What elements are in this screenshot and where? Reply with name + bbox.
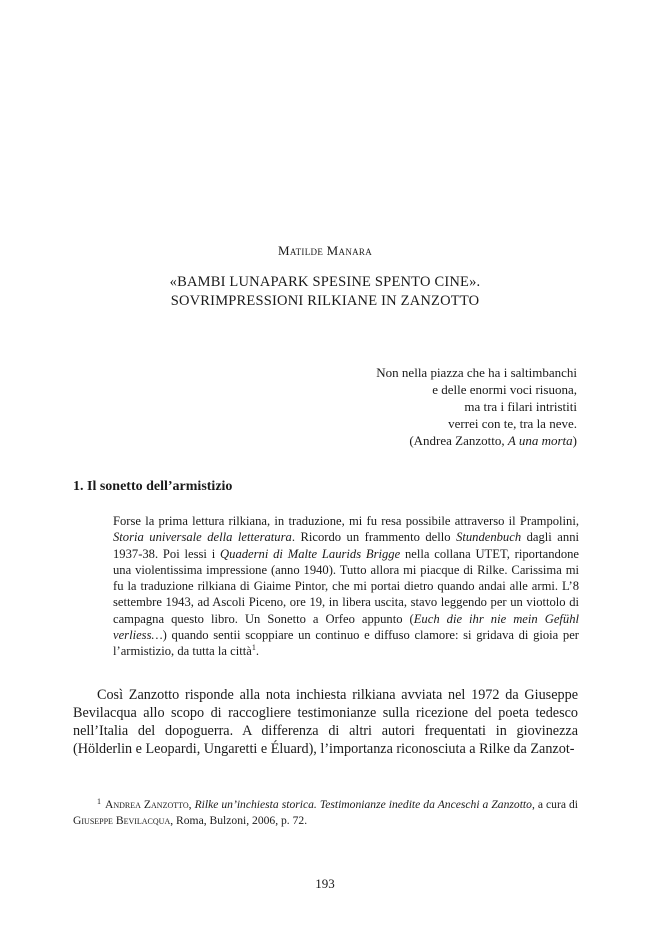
footnote [73, 794, 578, 828]
epigraph-line: verrei con te, tra la neve. [448, 416, 577, 431]
body-text [73, 686, 578, 758]
epigraph-line: Non nella piazza che ha i saltimbanchi [376, 365, 577, 380]
section-heading: 1. Il sonetto dell’armistizio [73, 479, 233, 494]
quote-paragraph: Forse la prima lettura rilkiana, in traduzione, mi fu resa possibile attraverso il Prampolini, Storia universale della letteratura. Ricordo un frammento dello Stundenbuch dagli anni 1937-38. Poi lessi i Quaderni di Malte Laurids Brigge nella collana UTET, riportandone una violentissima impressione (anno 1940). Tutto allora mi piacque di Rilke. Carissima mi fu la traduzione rilkiana di Giaime Pintor, che mi portai dietro quando andai alle armi. L’8 settembre 1943, ad Ascoli Piceno, ore 19, in libera uscita, stavo leggendo per un viottolo di campagna questo libro. Un Sonetto a Orfeo appunto (Euch die ihr nie mein Gefühl verliess…) quando sentii scoppiare un continuo e diffuso clamore: si gridava di gioia per l’armistizio, da tutta la città$^1$. [113, 514, 580, 659]
epigraph-source: (Andrea Zanzotto, A una morta) [409, 433, 577, 448]
body-paragraph: Così Zanzotto risponde alla nota inchiesta rilkiana avviata nel 1972 da Giuseppe Bevilacqua allo scopo di raccogliere testimonianze sulla ricezione del poeta tedesco nell’Italia del dopoguerra. A differenza di altri autori frequentati in giovinezza (Hölderlin e Leopardi, Ungaretti e Éluard), l’importanza riconosciuta a Rilke da Zanzot- [73, 687, 578, 757]
epigraph [247, 364, 577, 449]
author-name: Matilde Manara [277, 243, 373, 258]
footnote-number: 1 [97, 797, 101, 806]
epigraph-source-title: A una morta [507, 433, 573, 448]
article-title [0, 273, 650, 311]
page-number: 193 [315, 876, 335, 891]
title-line-1: «BAMBI LUNAPARK SPESINE SPENTO CINE». [169, 274, 481, 290]
epigraph-line: ma tra i filari intristiti [464, 399, 577, 414]
block-quote [113, 513, 579, 660]
footnote-text: $^1$ Andrea Zanzotto, Rilke un’inchiesta storica. Testimonianze inedite da Anceschi a Zanzotto, a cura di Giuseppe Bevilacqua, Roma, Bulzoni, 2006, p. 72. [73, 797, 578, 827]
footnote-reference[interactable]: 1 [251, 643, 256, 653]
title-line-2: SOVRIMPRESSIONI RILKIANE IN ZANZOTTO [170, 293, 480, 309]
epigraph-line: e delle enormi voci risuona, [432, 382, 577, 397]
